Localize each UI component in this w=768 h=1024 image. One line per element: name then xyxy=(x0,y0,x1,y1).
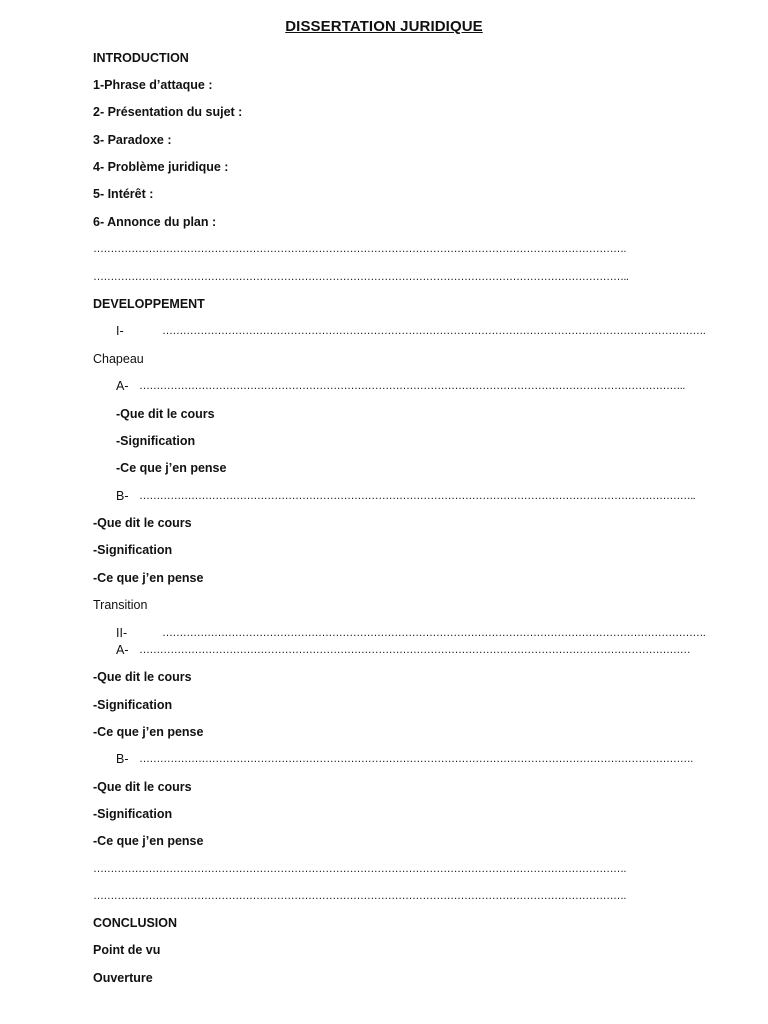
part-1-b-label: B- xyxy=(116,489,129,503)
part-2-b-item-signification: -Signification xyxy=(93,807,173,821)
part-1-a-label: A- xyxy=(116,379,129,393)
intro-item-interet: 5- Intérêt : xyxy=(93,187,154,201)
transition-label: Transition xyxy=(93,598,148,612)
part-2-a-item-signification: -Signification xyxy=(93,698,173,712)
part-1-b-item-avis: -Ce que j’en pense xyxy=(93,571,204,585)
part-1-b-item-cours: -Que dit le cours xyxy=(93,516,192,530)
introduction-heading: INTRODUCTION xyxy=(93,51,189,65)
conclusion-item-point-de-vu: Point de vu xyxy=(93,943,161,957)
part-1-a-item-avis: -Ce que j’en pense xyxy=(116,461,227,475)
intro-dotted-line-2: ……………………………………………………………………………………………………………………………………….. xyxy=(93,271,629,283)
part-2-b-dotted-line: ……………………………………………………………………………………………………………………………………………. xyxy=(139,753,693,765)
part-2-a-label: A- xyxy=(116,643,129,657)
part-1-b-dotted-line: …………………………………………………………………………………………………………………………………………….. xyxy=(139,490,696,502)
part-1-a-item-signification: -Signification xyxy=(116,434,196,448)
intro-item-presentation-sujet: 2- Présentation du sujet : xyxy=(93,105,243,119)
part-2-a-item-cours: -Que dit le cours xyxy=(93,670,192,684)
part-2-b-item-avis: -Ce que j’en pense xyxy=(93,834,204,848)
intro-item-probleme-juridique: 4- Problème juridique : xyxy=(93,160,229,174)
part-1-a-dotted-line: ………………………………………………………………………………………………………………………………………….. xyxy=(139,380,685,392)
intro-item-paradoxe: 3- Paradoxe : xyxy=(93,133,172,147)
part-1-b-item-signification: -Signification xyxy=(93,543,173,557)
dev-dotted-line-1: ………………………………………………………………………………………………………………………………………. xyxy=(93,863,626,875)
developpement-heading: DEVELOPPEMENT xyxy=(93,297,205,311)
intro-dotted-line-1: ………………………………………………………………………………………………………………………………………. xyxy=(93,243,626,255)
part-1-a-item-cours: -Que dit le cours xyxy=(116,407,215,421)
document-title: DISSERTATION JURIDIQUE xyxy=(285,18,483,35)
intro-item-annonce-plan: 6- Annonce du plan : xyxy=(93,215,217,229)
part-2-numeral: II- xyxy=(116,626,128,640)
part-2-a-dotted-line: …………………………………………………………………………………………………………………………………………… xyxy=(139,644,691,656)
conclusion-item-ouverture: Ouverture xyxy=(93,971,153,985)
intro-item-phrase-attaque: 1-Phrase d’attaque : xyxy=(93,78,213,92)
part-1-numeral: I- xyxy=(116,324,124,338)
part-1-dotted-line: …………………………………………………………………………………………………………………………………………. xyxy=(162,325,706,337)
part-2-a-item-avis: -Ce que j’en pense xyxy=(93,725,204,739)
part-2-dotted-line: …………………………………………………………………………………………………………………………………………. xyxy=(162,627,706,639)
part-2-b-label: B- xyxy=(116,752,129,766)
dev-dotted-line-2: ………………………………………………………………………………………………………………………………………. xyxy=(93,890,626,902)
part-2-b-item-cours: -Que dit le cours xyxy=(93,780,192,794)
chapeau-label: Chapeau xyxy=(93,352,144,366)
conclusion-heading: CONCLUSION xyxy=(93,916,178,930)
